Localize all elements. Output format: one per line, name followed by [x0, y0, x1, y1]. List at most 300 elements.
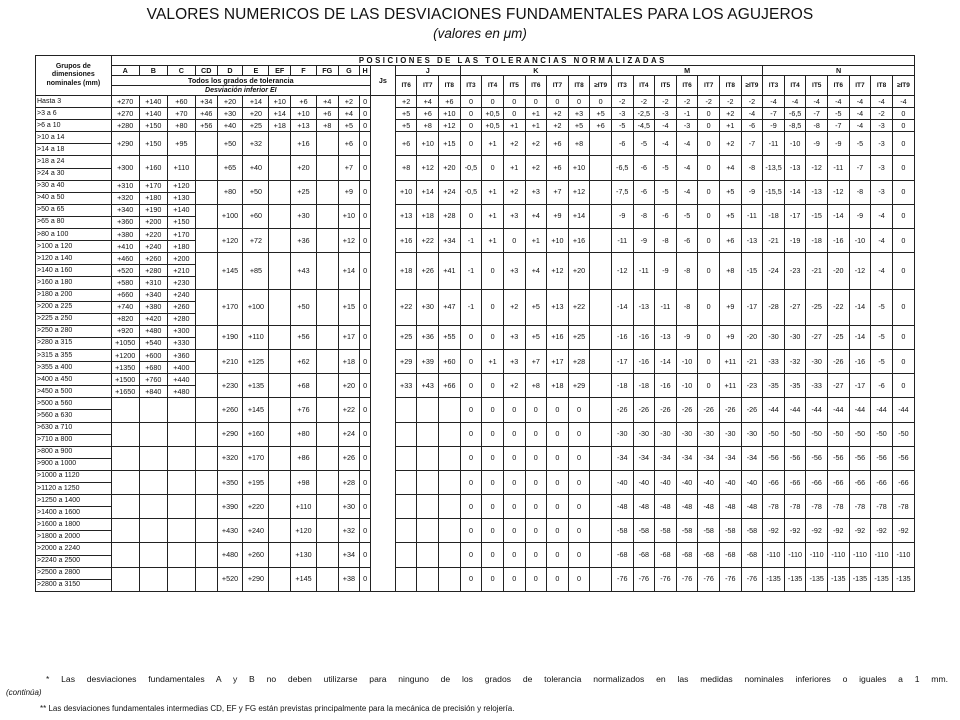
upper-deviation-cell: -135: [806, 567, 828, 591]
upper-deviation-cell: 0: [892, 349, 914, 373]
upper-deviation-cell: -2: [633, 96, 655, 108]
upper-deviation-cell: 0: [547, 470, 569, 494]
upper-deviation-cell: -26: [698, 398, 720, 422]
lower-deviation-cell: [269, 132, 291, 156]
upper-deviation-cell: -48: [676, 495, 698, 519]
lower-deviation-cell: +220: [243, 495, 269, 519]
lower-deviation-cell: +98: [291, 470, 317, 494]
grade-header: IT6: [828, 76, 850, 96]
lower-deviation-cell: +18: [269, 120, 291, 132]
upper-deviation-cell: -0,5: [460, 180, 482, 204]
upper-deviation-cell: -34: [719, 446, 741, 470]
lower-deviation-cell: +50: [291, 289, 317, 325]
upper-deviation-cell: +66: [439, 374, 461, 398]
range-cell: >14 a 18: [36, 144, 112, 156]
upper-deviation-cell: -6: [871, 374, 893, 398]
upper-deviation-cell: +3: [503, 204, 525, 228]
lower-deviation-cell: +50: [243, 180, 269, 204]
upper-deviation-cell: +22: [395, 289, 417, 325]
upper-deviation-cell: -78: [871, 495, 893, 519]
grade-header: IT7: [698, 76, 720, 96]
upper-deviation-cell: -26: [676, 398, 698, 422]
lower-deviation-cell: +190: [139, 204, 167, 216]
upper-deviation-cell: -2: [719, 96, 741, 108]
upper-deviation-cell: 0: [460, 446, 482, 470]
upper-deviation-cell: [590, 180, 612, 204]
range-cell: >200 a 225: [36, 301, 112, 313]
upper-deviation-cell: -92: [828, 519, 850, 543]
upper-deviation-cell: -5: [871, 289, 893, 325]
range-cell: >225 a 250: [36, 313, 112, 325]
lower-deviation-cell: [111, 519, 139, 543]
range-cell: >2240 a 2500: [36, 555, 112, 567]
upper-deviation-cell: -78: [892, 495, 914, 519]
upper-deviation-cell: -14: [655, 349, 677, 373]
upper-deviation-cell: -12: [611, 253, 633, 289]
upper-deviation-cell: [590, 519, 612, 543]
upper-deviation-cell: 0: [460, 325, 482, 349]
range-cell: >630 a 710: [36, 422, 112, 434]
upper-deviation-cell: -44: [763, 398, 785, 422]
position-letter: FG: [316, 66, 338, 76]
range-cell: >50 a 65: [36, 204, 112, 216]
lower-deviation-cell: +120: [167, 180, 195, 192]
lower-deviation-cell: +260: [167, 301, 195, 313]
upper-deviation-cell: +8: [395, 156, 417, 180]
upper-deviation-cell: +1: [503, 156, 525, 180]
upper-deviation-cell: +3: [503, 349, 525, 373]
upper-deviation-cell: -20: [741, 325, 763, 349]
upper-deviation-cell: -66: [828, 470, 850, 494]
upper-deviation-cell: 0: [482, 567, 504, 591]
lower-deviation-cell: +85: [243, 253, 269, 289]
lower-deviation-cell: [139, 470, 167, 494]
lower-deviation-cell: +190: [217, 325, 243, 349]
upper-deviation-cell: +1: [525, 120, 547, 132]
lower-deviation-cell: +13: [291, 120, 317, 132]
upper-deviation-cell: -14: [849, 325, 871, 349]
upper-deviation-cell: 0: [503, 495, 525, 519]
lower-deviation-cell: 0: [360, 519, 371, 543]
upper-deviation-cell: -5: [849, 132, 871, 156]
upper-deviation-cell: +1: [525, 108, 547, 120]
upper-deviation-cell: -23: [784, 253, 806, 289]
lower-deviation-cell: +340: [111, 204, 139, 216]
upper-deviation-cell: -58: [655, 519, 677, 543]
upper-deviation-cell: -7,5: [611, 180, 633, 204]
upper-deviation-cell: 0: [547, 446, 569, 470]
lower-deviation-cell: +150: [139, 132, 167, 156]
lower-deviation-cell: [316, 495, 338, 519]
upper-deviation-cell: -35: [784, 374, 806, 398]
lower-deviation-cell: 0: [360, 374, 371, 398]
lower-deviation-cell: [195, 229, 217, 253]
lower-deviation-cell: +7: [338, 156, 360, 180]
n-header: N: [763, 66, 915, 76]
table-row: [36, 374, 915, 386]
upper-deviation-cell: -110: [763, 543, 785, 567]
lower-deviation-cell: +1050: [111, 337, 139, 349]
upper-deviation-cell: 0: [482, 543, 504, 567]
lower-deviation-cell: +300: [111, 156, 139, 180]
upper-deviation-cell: +1: [503, 120, 525, 132]
range-cell: >140 a 160: [36, 265, 112, 277]
upper-deviation-cell: -1: [460, 229, 482, 253]
upper-deviation-cell: -58: [741, 519, 763, 543]
upper-deviation-cell: [439, 495, 461, 519]
upper-deviation-cell: -56: [784, 446, 806, 470]
upper-deviation-cell: +25: [568, 325, 590, 349]
m-header: M: [611, 66, 762, 76]
upper-deviation-cell: [417, 567, 439, 591]
lower-deviation-cell: +270: [111, 96, 139, 108]
upper-deviation-cell: -11: [611, 229, 633, 253]
upper-deviation-cell: -76: [741, 567, 763, 591]
lower-deviation-cell: [316, 349, 338, 373]
upper-deviation-cell: -17: [784, 204, 806, 228]
upper-deviation-cell: +4: [417, 96, 439, 108]
lower-deviation-cell: +24: [338, 422, 360, 446]
upper-deviation-cell: -76: [633, 567, 655, 591]
upper-deviation-cell: -78: [828, 495, 850, 519]
lower-deviation-cell: +145: [243, 398, 269, 422]
upper-deviation-cell: 0: [568, 470, 590, 494]
upper-deviation-cell: -7: [763, 108, 785, 120]
upper-deviation-cell: -8: [676, 253, 698, 289]
upper-deviation-cell: -4: [849, 120, 871, 132]
upper-deviation-cell: 0: [568, 495, 590, 519]
lower-deviation-cell: 0: [360, 470, 371, 494]
upper-deviation-cell: -6,5: [611, 156, 633, 180]
lower-deviation-cell: [195, 567, 217, 591]
table-row: [36, 349, 915, 361]
lower-deviation-cell: [139, 567, 167, 591]
range-cell: >65 a 80: [36, 216, 112, 228]
upper-deviation-cell: -2: [698, 96, 720, 108]
upper-deviation-cell: -56: [763, 446, 785, 470]
upper-deviation-cell: -16: [611, 325, 633, 349]
upper-deviation-cell: -21: [806, 253, 828, 289]
upper-deviation-cell: +10: [417, 132, 439, 156]
upper-deviation-cell: -8: [655, 229, 677, 253]
upper-deviation-cell: -4: [871, 253, 893, 289]
position-letter: EF: [269, 66, 291, 76]
lower-deviation-cell: +36: [291, 229, 317, 253]
lower-deviation-cell: +20: [243, 108, 269, 120]
lower-deviation-cell: [139, 446, 167, 470]
upper-deviation-cell: 0: [698, 325, 720, 349]
upper-deviation-cell: +34: [439, 229, 461, 253]
upper-deviation-cell: 0: [892, 120, 914, 132]
lower-deviation-cell: +410: [111, 241, 139, 253]
upper-deviation-cell: [395, 422, 417, 446]
upper-deviation-cell: -12: [828, 180, 850, 204]
range-cell: >2000 a 2240: [36, 543, 112, 555]
upper-deviation-cell: [590, 470, 612, 494]
upper-deviation-cell: -110: [806, 543, 828, 567]
upper-deviation-cell: +6: [547, 132, 569, 156]
upper-deviation-cell: 0: [482, 398, 504, 422]
upper-deviation-cell: -1: [676, 108, 698, 120]
lower-deviation-cell: [316, 470, 338, 494]
table-row: [36, 229, 915, 241]
lower-deviation-cell: [111, 470, 139, 494]
lower-deviation-cell: +20: [291, 156, 317, 180]
lower-deviation-cell: +140: [167, 204, 195, 216]
upper-deviation-cell: +2: [395, 96, 417, 108]
upper-deviation-cell: 0: [698, 289, 720, 325]
upper-deviation-cell: -50: [784, 422, 806, 446]
upper-deviation-cell: [439, 519, 461, 543]
lower-deviation-cell: +110: [243, 325, 269, 349]
upper-deviation-cell: -8: [676, 289, 698, 325]
upper-deviation-cell: 0: [460, 519, 482, 543]
range-cell: >10 a 14: [36, 132, 112, 144]
lower-deviation-cell: [139, 519, 167, 543]
lower-deviation-cell: +120: [217, 229, 243, 253]
upper-deviation-cell: -22: [828, 289, 850, 325]
grade-header: IT8: [719, 76, 741, 96]
upper-deviation-cell: [590, 204, 612, 228]
lower-deviation-cell: +60: [243, 204, 269, 228]
table-row: [36, 66, 915, 76]
table-row: [36, 495, 915, 507]
upper-deviation-cell: 0: [547, 398, 569, 422]
lower-deviation-cell: 0: [360, 204, 371, 228]
grade-header: ≥IT9: [741, 76, 763, 96]
lower-deviation-cell: 0: [360, 132, 371, 156]
lower-deviation-cell: +840: [139, 386, 167, 398]
lower-deviation-cell: +680: [139, 362, 167, 374]
upper-deviation-cell: -66: [892, 470, 914, 494]
lower-deviation-cell: 0: [360, 325, 371, 349]
range-cell: >80 a 100: [36, 229, 112, 241]
positions-header: POSICIONES DE LAS TOLERANCIAS NORMALIZADAS: [111, 56, 914, 66]
lower-deviation-cell: [195, 543, 217, 567]
upper-deviation-cell: 0: [482, 495, 504, 519]
upper-deviation-cell: -16: [655, 374, 677, 398]
upper-deviation-cell: -135: [871, 567, 893, 591]
upper-deviation-cell: +1: [525, 229, 547, 253]
lower-deviation-cell: +120: [291, 519, 317, 543]
lower-deviation-cell: +80: [217, 180, 243, 204]
upper-deviation-cell: -44: [784, 398, 806, 422]
lower-deviation-cell: [269, 289, 291, 325]
upper-deviation-cell: 0: [460, 543, 482, 567]
upper-deviation-cell: -15: [741, 253, 763, 289]
lower-deviation-cell: 0: [360, 120, 371, 132]
upper-deviation-cell: [439, 543, 461, 567]
upper-deviation-cell: -4: [892, 96, 914, 108]
range-cell: >160 a 180: [36, 277, 112, 289]
upper-deviation-cell: -14: [784, 180, 806, 204]
lower-deviation-cell: +32: [243, 132, 269, 156]
upper-deviation-cell: -4: [676, 156, 698, 180]
lower-deviation-cell: +25: [291, 180, 317, 204]
upper-deviation-cell: +9: [719, 289, 741, 325]
upper-deviation-cell: +28: [439, 204, 461, 228]
upper-deviation-cell: -6: [633, 156, 655, 180]
upper-deviation-cell: [590, 567, 612, 591]
upper-deviation-cell: +7: [547, 180, 569, 204]
upper-deviation-cell: 0: [460, 470, 482, 494]
upper-deviation-cell: 0: [892, 253, 914, 289]
range-cell: >1800 a 2000: [36, 531, 112, 543]
upper-deviation-cell: -2: [741, 96, 763, 108]
upper-deviation-cell: -24: [763, 253, 785, 289]
page-title: VALORES NUMERICOS DE LAS DESVIACIONES FUNDAMENTALES PARA LOS AGUJEROS: [146, 6, 814, 23]
upper-deviation-cell: -34: [676, 446, 698, 470]
upper-deviation-cell: 0: [503, 470, 525, 494]
lower-deviation-cell: +140: [139, 96, 167, 108]
upper-deviation-cell: +12: [417, 156, 439, 180]
upper-deviation-cell: -56: [828, 446, 850, 470]
upper-deviation-cell: -13: [784, 156, 806, 180]
upper-deviation-cell: -18: [806, 229, 828, 253]
upper-deviation-cell: +6: [590, 120, 612, 132]
range-cell: >100 a 120: [36, 241, 112, 253]
upper-deviation-cell: 0: [698, 374, 720, 398]
upper-deviation-cell: -1: [460, 253, 482, 289]
lower-deviation-cell: +68: [291, 374, 317, 398]
table-row: [36, 108, 915, 120]
lower-deviation-cell: +30: [338, 495, 360, 519]
lower-deviation-cell: +30: [217, 108, 243, 120]
upper-deviation-cell: 0: [482, 422, 504, 446]
lower-deviation-cell: +22: [338, 398, 360, 422]
upper-deviation-cell: [395, 398, 417, 422]
upper-deviation-cell: -50: [828, 422, 850, 446]
upper-deviation-cell: -13,5: [763, 156, 785, 180]
table-row: [36, 253, 915, 265]
lower-deviation-cell: +150: [167, 216, 195, 228]
grade-header: IT5: [806, 76, 828, 96]
upper-deviation-cell: -8: [741, 156, 763, 180]
upper-deviation-cell: +22: [568, 289, 590, 325]
upper-deviation-cell: 0: [698, 108, 720, 120]
lower-deviation-cell: [167, 422, 195, 446]
upper-deviation-cell: -26: [633, 398, 655, 422]
upper-deviation-cell: +1: [482, 229, 504, 253]
lower-deviation-cell: [316, 543, 338, 567]
upper-deviation-cell: +43: [417, 374, 439, 398]
upper-deviation-cell: -3: [655, 108, 677, 120]
range-cell: >280 a 315: [36, 337, 112, 349]
lower-deviation-cell: +110: [167, 156, 195, 180]
lower-deviation-cell: +100: [217, 204, 243, 228]
upper-deviation-cell: -11: [828, 156, 850, 180]
upper-deviation-cell: 0: [698, 349, 720, 373]
upper-deviation-cell: +5: [719, 180, 741, 204]
upper-deviation-cell: -68: [719, 543, 741, 567]
upper-deviation-cell: -4: [828, 96, 850, 108]
position-letter: B: [139, 66, 167, 76]
lower-deviation-cell: [195, 398, 217, 422]
lower-deviation-cell: +350: [217, 470, 243, 494]
upper-deviation-cell: -68: [611, 543, 633, 567]
upper-deviation-cell: +6: [547, 156, 569, 180]
upper-deviation-cell: 0: [892, 204, 914, 228]
lower-deviation-cell: +2: [338, 96, 360, 108]
upper-deviation-cell: 0: [503, 519, 525, 543]
upper-deviation-cell: -135: [828, 567, 850, 591]
upper-deviation-cell: -19: [784, 229, 806, 253]
lower-deviation-cell: 0: [360, 108, 371, 120]
upper-deviation-cell: +3: [525, 180, 547, 204]
lower-deviation-cell: [316, 204, 338, 228]
lower-deviation-cell: +320: [111, 192, 139, 204]
upper-deviation-cell: +47: [439, 289, 461, 325]
upper-deviation-cell: -9: [611, 204, 633, 228]
lower-deviation-cell: +17: [338, 325, 360, 349]
upper-deviation-cell: [590, 446, 612, 470]
upper-deviation-cell: -13: [633, 289, 655, 325]
lower-deviation-cell: +540: [139, 337, 167, 349]
upper-deviation-cell: 0: [698, 156, 720, 180]
lower-deviation-cell: +270: [111, 108, 139, 120]
upper-deviation-cell: 0: [503, 567, 525, 591]
upper-deviation-cell: -17: [611, 349, 633, 373]
upper-deviation-cell: +6: [395, 132, 417, 156]
lower-deviation-cell: [111, 422, 139, 446]
upper-deviation-cell: [590, 253, 612, 289]
upper-deviation-cell: -18: [633, 374, 655, 398]
table-row: [36, 180, 915, 192]
upper-deviation-cell: +14: [417, 180, 439, 204]
upper-deviation-cell: -26: [828, 349, 850, 373]
lower-deviation-cell: [316, 253, 338, 289]
lower-deviation-cell: +72: [243, 229, 269, 253]
upper-deviation-cell: 0: [525, 398, 547, 422]
upper-deviation-cell: -9: [806, 132, 828, 156]
upper-deviation-cell: 0: [568, 398, 590, 422]
lower-deviation-cell: +340: [139, 289, 167, 301]
lower-deviation-cell: [316, 132, 338, 156]
upper-deviation-cell: -48: [655, 495, 677, 519]
upper-deviation-cell: -10: [676, 374, 698, 398]
upper-deviation-cell: -58: [611, 519, 633, 543]
upper-deviation-cell: +9: [547, 204, 569, 228]
j-header: J: [395, 66, 460, 76]
upper-deviation-cell: [417, 519, 439, 543]
upper-deviation-cell: -12: [849, 253, 871, 289]
upper-deviation-cell: -44: [828, 398, 850, 422]
upper-deviation-cell: 0: [525, 543, 547, 567]
upper-deviation-cell: 0: [460, 567, 482, 591]
lower-deviation-cell: +80: [167, 120, 195, 132]
lower-deviation-cell: +15: [338, 289, 360, 325]
lower-deviation-cell: 0: [360, 289, 371, 325]
upper-deviation-cell: +4: [525, 204, 547, 228]
upper-deviation-cell: -8,5: [784, 120, 806, 132]
upper-deviation-cell: -44: [871, 398, 893, 422]
upper-deviation-cell: [395, 567, 417, 591]
range-cell: >355 a 400: [36, 362, 112, 374]
upper-deviation-cell: 0: [460, 120, 482, 132]
upper-deviation-cell: 0: [525, 470, 547, 494]
lower-deviation-cell: +230: [167, 277, 195, 289]
upper-deviation-cell: -78: [849, 495, 871, 519]
position-letter: H: [360, 66, 371, 76]
upper-deviation-cell: -25: [828, 325, 850, 349]
lower-deviation-cell: +25: [243, 120, 269, 132]
upper-deviation-cell: +28: [568, 349, 590, 373]
upper-deviation-cell: -50: [871, 422, 893, 446]
table-row: [36, 204, 915, 216]
upper-deviation-cell: +15: [439, 132, 461, 156]
range-cell: >30 a 40: [36, 180, 112, 192]
upper-deviation-cell: -5: [655, 180, 677, 204]
